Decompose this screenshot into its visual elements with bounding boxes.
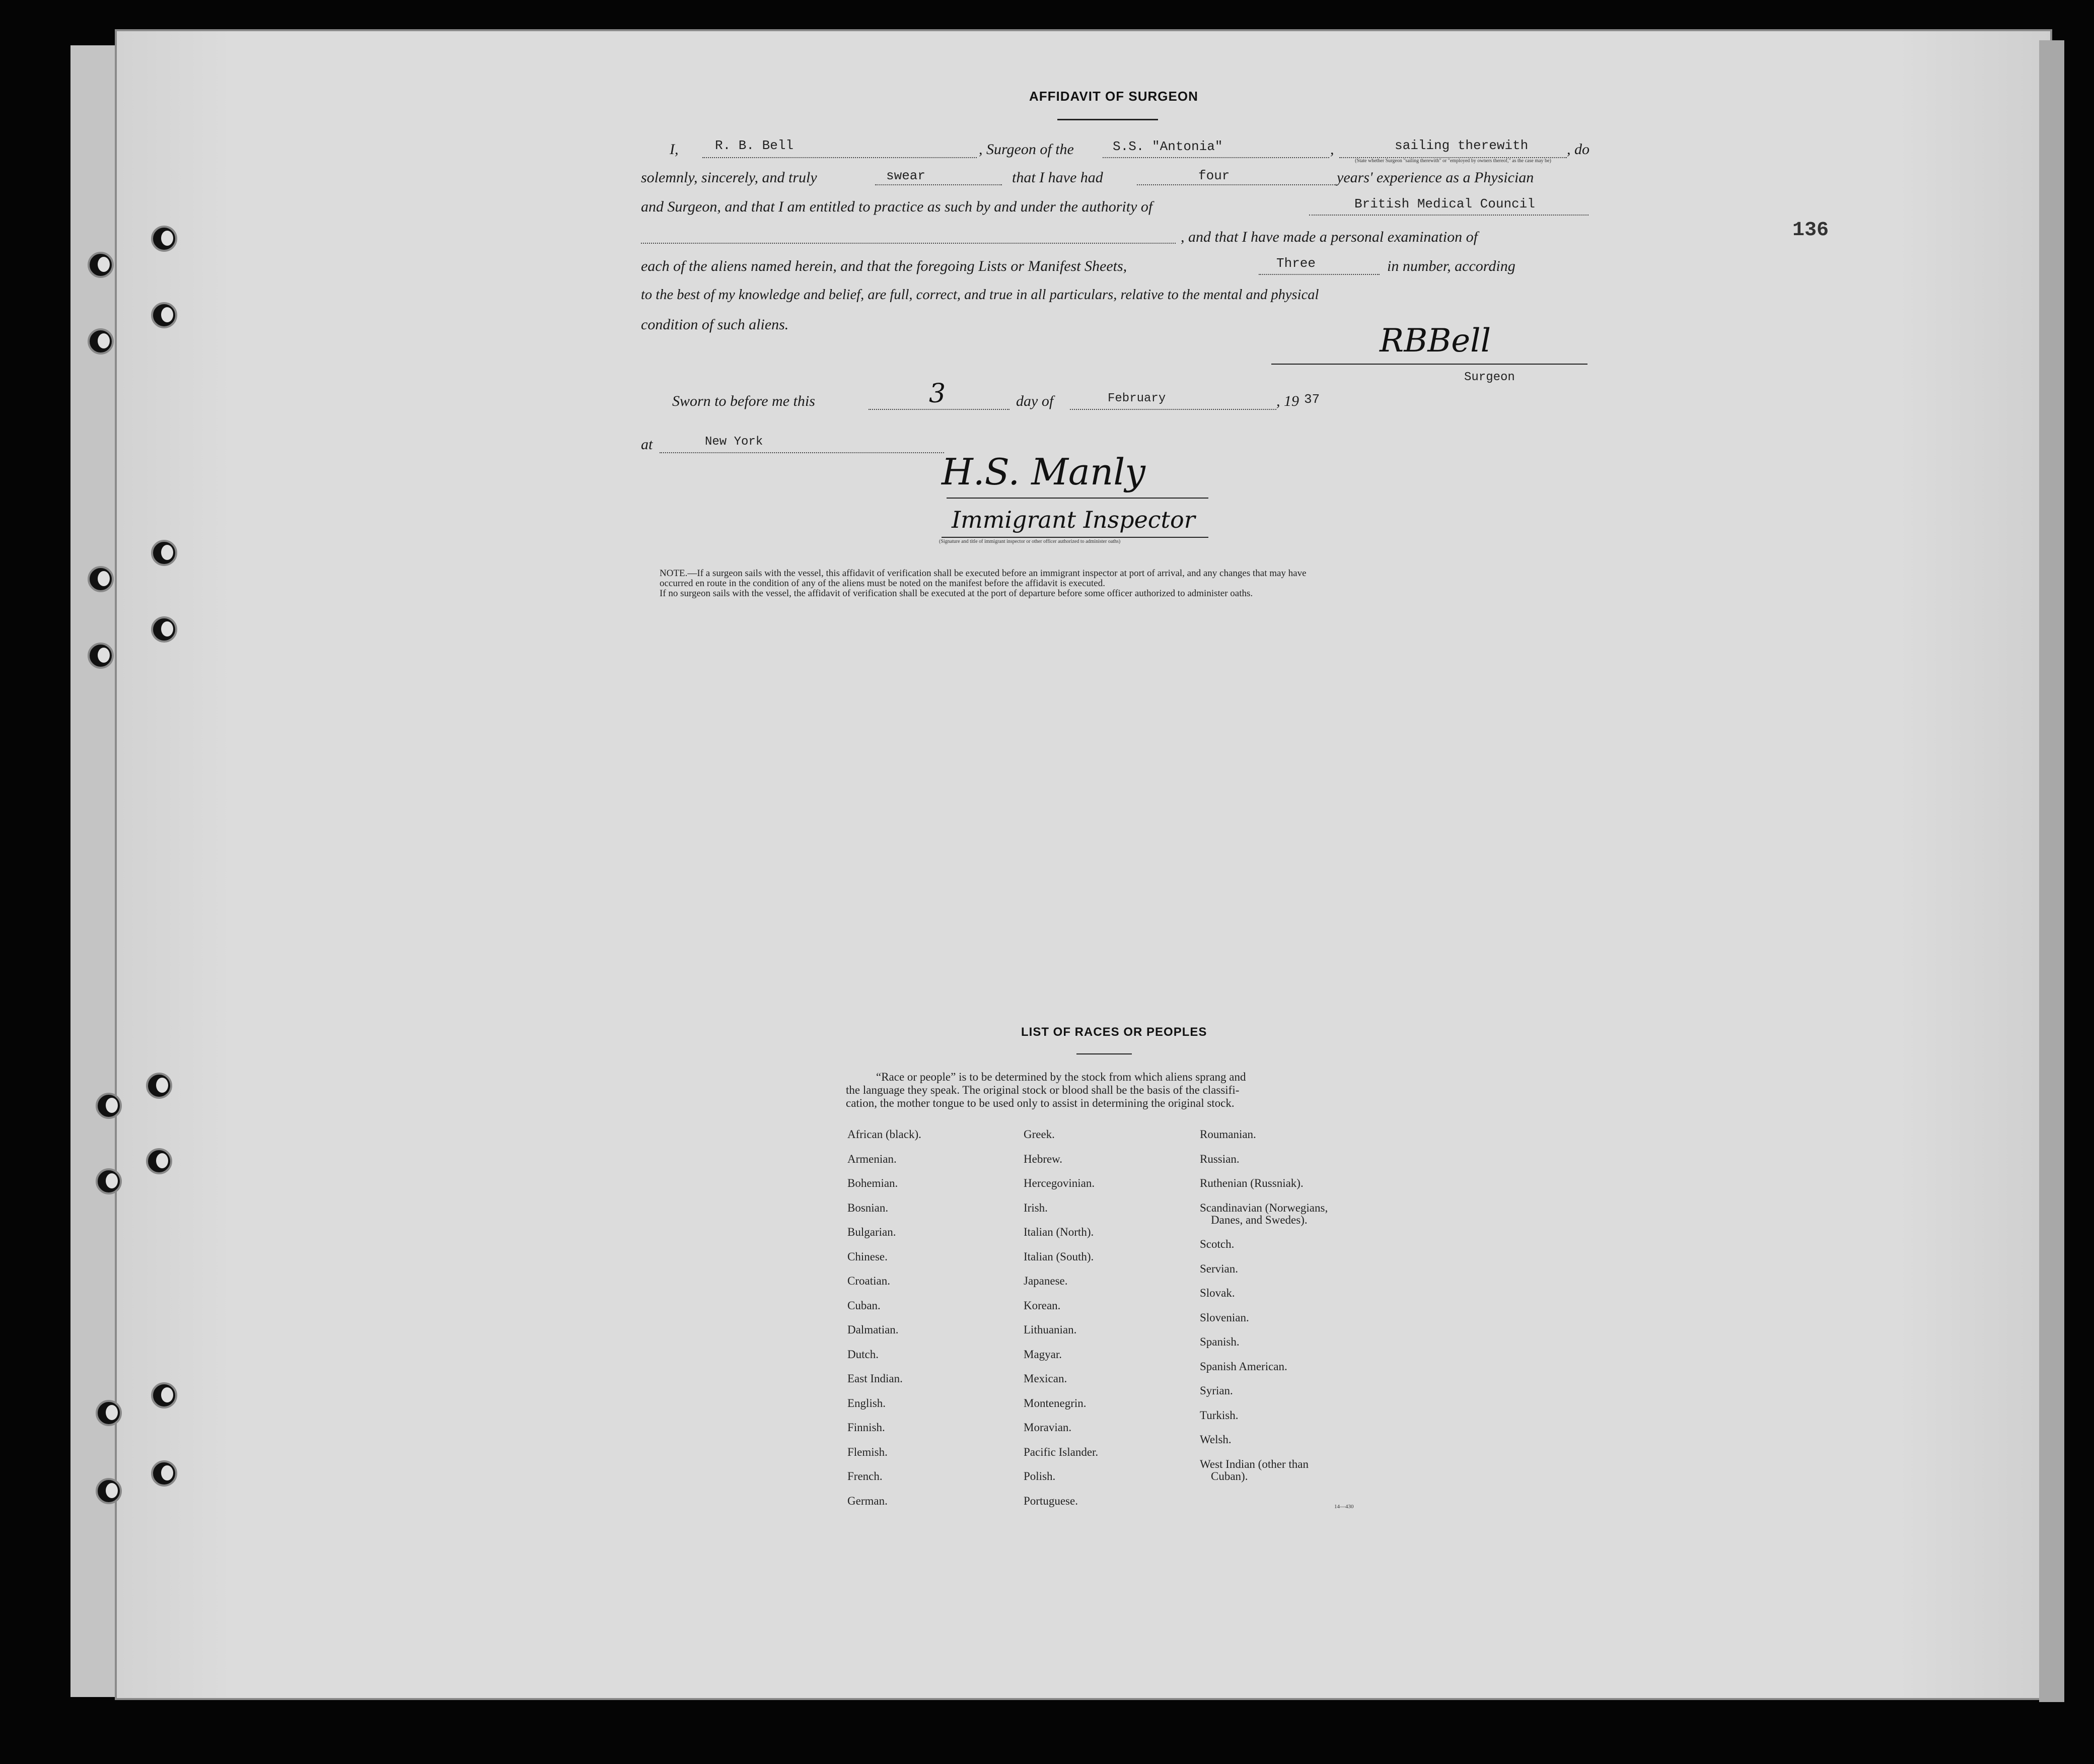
race-item: Finnish. xyxy=(847,1421,885,1434)
surgeon-signature-line xyxy=(1271,364,1587,365)
binder-hole xyxy=(151,302,177,328)
binder-hole xyxy=(96,1168,122,1194)
inspector-title-signature: Immigrant Inspector xyxy=(952,506,1195,533)
word-condition: condition of such aliens. xyxy=(641,316,789,333)
years-field: four xyxy=(1198,168,1230,183)
oath-field: swear xyxy=(886,168,926,183)
race-item: Portuguese. xyxy=(1024,1494,1078,1507)
note-line-2: occurred en route in the condition of any of the aliens must be noted on the manifest before the affidavit is executed. xyxy=(660,578,1105,589)
binder-hole xyxy=(96,1093,122,1119)
day-field: 3 xyxy=(929,379,946,409)
races-intro-line-2: the language they speak. The original stock or blood shall be the basis of the classifi- xyxy=(846,1084,1240,1096)
word-surgeon-of: , Surgeon of the xyxy=(979,141,1074,158)
race-item: Italian (North). xyxy=(1024,1226,1094,1238)
race-item: Italian (South). xyxy=(1024,1250,1094,1263)
race-item: French. xyxy=(847,1470,883,1483)
vessel-line xyxy=(1103,157,1329,158)
inspector-signature-line xyxy=(947,498,1208,499)
month-field: February xyxy=(1108,392,1166,405)
binder-hole xyxy=(151,616,177,643)
word-comma-19: , 19 xyxy=(1276,393,1299,409)
race-item: African (black). xyxy=(847,1128,921,1141)
binder-hole xyxy=(151,540,177,566)
race-item: Scotch. xyxy=(1200,1238,1235,1250)
form-number: 14—430 xyxy=(1334,1504,1354,1510)
title-underline xyxy=(1057,119,1158,120)
race-item: Croatian. xyxy=(847,1275,890,1287)
authority-line xyxy=(1309,215,1588,216)
authority-field: British Medical Council xyxy=(1354,196,1535,211)
day-line xyxy=(869,409,1009,410)
race-item: Hebrew. xyxy=(1024,1152,1063,1165)
word-years-exp: years' experience as a Physician xyxy=(1337,169,1534,186)
surgeon-name-field: R. B. Bell xyxy=(715,138,794,153)
race-item: Lithuanian. xyxy=(1024,1323,1077,1336)
race-item: Montenegrin. xyxy=(1024,1396,1087,1409)
capacity-field: sailing therewith xyxy=(1395,138,1529,153)
binder-hole xyxy=(88,252,114,278)
race-item: Slovak. xyxy=(1200,1287,1235,1299)
race-item: Dutch. xyxy=(847,1348,879,1361)
race-item: Dalmatian. xyxy=(847,1323,899,1336)
vessel-field: S.S. "Antonia" xyxy=(1113,139,1223,154)
race-item: Turkish. xyxy=(1200,1408,1239,1422)
note-line-1: NOTE.—If a surgeon sails with the vessel, this affidavit of verification shall be executed before an immigrant inspector at port of arrival, and any changes that may have xyxy=(660,568,1307,579)
race-item: Bosnian. xyxy=(847,1201,889,1214)
binder-hole xyxy=(151,1382,177,1408)
word-solemnly: solemnly, sincerely, and truly xyxy=(641,169,817,186)
race-item: Scandinavian (Norwegians, xyxy=(1200,1201,1328,1214)
binder-hole xyxy=(96,1478,122,1504)
binder-hole xyxy=(88,643,114,669)
race-item: Armenian. xyxy=(847,1152,897,1165)
race-item: Roumanian. xyxy=(1200,1128,1256,1141)
races-column-2 xyxy=(1024,1128,1098,1519)
race-item: Russian. xyxy=(1200,1152,1240,1165)
word-and-surgeon: and Surgeon, and that I am entitled to practice as such by and under the authority of xyxy=(641,198,1153,215)
races-column-1 xyxy=(847,1128,921,1519)
surgeon-label: Surgeon xyxy=(1464,371,1515,384)
binder-hole xyxy=(96,1400,122,1426)
race-item: English. xyxy=(847,1396,886,1409)
page-edge xyxy=(2039,40,2064,1702)
race-item: Pacific Islander. xyxy=(1024,1445,1099,1458)
word-that-had: that I have had xyxy=(1012,169,1103,186)
race-item: Polish. xyxy=(1024,1470,1056,1483)
binder-hole xyxy=(88,328,114,355)
word-best-knowledge: to the best of my knowledge and belief, are full, correct, and true in all particulars, relative to the mental and physical xyxy=(641,287,1319,303)
races-intro-line-1: “Race or people” is to be determined by the stock from which aliens sprang and xyxy=(876,1071,1246,1083)
race-item: West Indian (other than xyxy=(1200,1457,1309,1470)
races-title: LIST OF RACES OR PEOPLES xyxy=(1021,1025,1207,1039)
race-item: Welsh. xyxy=(1200,1433,1232,1446)
race-item: Mexican. xyxy=(1024,1372,1067,1385)
word-personal-exam: , and that I have made a personal examination of xyxy=(1181,229,1478,245)
inspector-signature: H.S. Manly xyxy=(942,451,1145,493)
word-sworn: Sworn to before me this xyxy=(672,393,815,409)
word-i: I, xyxy=(670,141,679,158)
word-each-alien: each of the aliens named herein, and that the foregoing Lists or Manifest Sheets, xyxy=(641,258,1127,274)
oath-line xyxy=(875,184,1002,185)
sheets-field: Three xyxy=(1276,256,1316,271)
authority-continued-line xyxy=(641,243,1176,244)
race-item: Bohemian. xyxy=(847,1177,898,1189)
binder-hole xyxy=(88,566,114,592)
years-line xyxy=(1137,184,1335,185)
binder-hole xyxy=(151,226,177,252)
race-item: Syrian. xyxy=(1200,1384,1233,1397)
races-title-underline xyxy=(1076,1053,1132,1054)
capacity-hint: (State whether Surgeon "sailing therewith" or "employed by owners thereof," as the case may be) xyxy=(1355,158,1551,164)
affidavit-title: AFFIDAVIT OF SURGEON xyxy=(1029,89,1198,104)
race-item: Magyar. xyxy=(1024,1348,1062,1361)
race-item: German. xyxy=(847,1494,888,1507)
word-do: , do xyxy=(1567,141,1590,158)
race-item: Ruthenian (Russniak). xyxy=(1200,1177,1304,1189)
year-field: 37 xyxy=(1304,392,1320,407)
word-in-number: in number, according xyxy=(1387,258,1515,274)
race-item: Cuban. xyxy=(847,1299,881,1312)
surgeon-signature: RBBell xyxy=(1380,322,1491,360)
note-line-3: If no surgeon sails with the vessel, the affidavit of verification shall be executed at the port of departure before some officer authorized to administer oaths. xyxy=(660,588,1253,599)
place-line xyxy=(660,452,944,453)
races-column-3 xyxy=(1200,1128,1328,1494)
word-at: at xyxy=(641,436,653,453)
race-item: Flemish. xyxy=(847,1445,888,1458)
sheets-line xyxy=(1259,274,1380,275)
race-item: Chinese. xyxy=(847,1250,888,1263)
race-item: Korean. xyxy=(1024,1299,1061,1312)
word-day-of: day of xyxy=(1016,393,1054,409)
race-item: Servian. xyxy=(1200,1262,1239,1275)
races-intro-line-3: cation, the mother tongue to be used only to assist in determining the original stock. xyxy=(846,1097,1235,1109)
race-item: Irish. xyxy=(1024,1201,1048,1214)
race-item: Slovenian. xyxy=(1200,1311,1249,1324)
race-item: Japanese. xyxy=(1024,1275,1068,1287)
race-item: Moravian. xyxy=(1024,1421,1072,1434)
binder-hole xyxy=(146,1073,172,1099)
month-line xyxy=(1070,409,1276,410)
surgeon-name-line xyxy=(702,157,977,158)
binder-hole xyxy=(151,1460,177,1487)
binder-hole xyxy=(146,1148,172,1174)
place-field: New York xyxy=(705,435,763,449)
race-item: Spanish American. xyxy=(1200,1360,1287,1373)
race-item: Greek. xyxy=(1024,1128,1055,1141)
inspector-title-line xyxy=(942,537,1208,538)
race-item: Danes, and Swedes). xyxy=(1211,1213,1308,1226)
inspector-hint: (Signature and title of immigrant inspector or other officer authorized to administer oaths) xyxy=(939,539,1121,544)
race-item: Cuban). xyxy=(1211,1469,1248,1483)
sheet-number: 136 xyxy=(1792,219,1829,242)
race-item: Spanish. xyxy=(1200,1335,1240,1348)
word-comma: , xyxy=(1330,141,1334,158)
race-item: Hercegovinian. xyxy=(1024,1177,1095,1189)
races-intro xyxy=(846,1071,1375,1110)
race-item: Bulgarian. xyxy=(847,1226,896,1238)
race-item: East Indian. xyxy=(847,1372,903,1385)
